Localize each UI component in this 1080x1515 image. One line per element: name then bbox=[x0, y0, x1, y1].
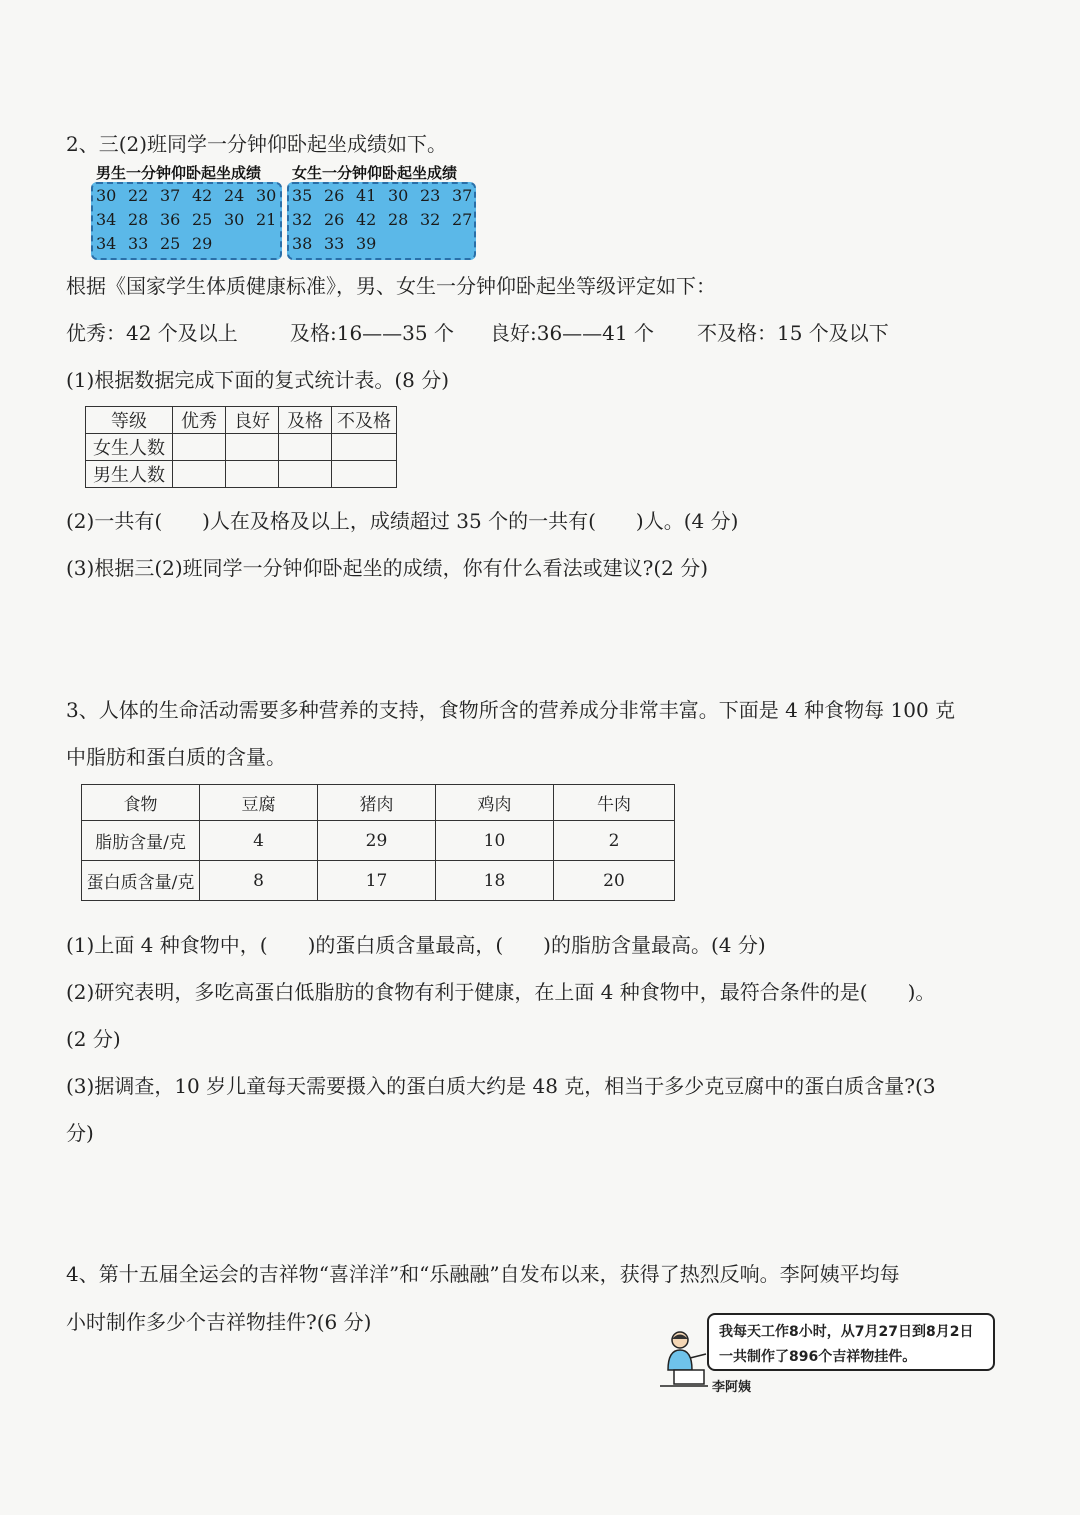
person-label: 李阿姨 bbox=[712, 1380, 752, 1395]
header-chicken: 鸡肉 bbox=[436, 785, 554, 821]
header-good: 良好 bbox=[226, 407, 279, 434]
score-value: 34 bbox=[96, 234, 117, 253]
table-cell: 17 bbox=[318, 861, 436, 901]
grade-good: 良好:36——41 个 bbox=[490, 321, 654, 345]
q2-sub3: (3)根据三(2)班同学一分钟仰卧起坐的成绩，你有什么看法或建议?(2 分) bbox=[66, 556, 709, 580]
table-cell: 8 bbox=[200, 861, 318, 901]
score-value: 32 bbox=[292, 210, 313, 229]
header-fail: 不及格 bbox=[332, 407, 397, 434]
q2-sub2: (2)一共有( )人在及格及以上，成绩超过 35 个的一共有( )人。(4 分) bbox=[66, 509, 739, 533]
table-row bbox=[86, 434, 397, 461]
header-pork: 猪肉 bbox=[318, 785, 436, 821]
header-food: 食物 bbox=[82, 785, 200, 821]
table-cell: 10 bbox=[436, 821, 554, 861]
score-value: 30 bbox=[256, 186, 277, 205]
answer-cell[interactable] bbox=[279, 434, 332, 461]
boys-panel-title: 男生一分钟仰卧起坐成绩 bbox=[96, 164, 262, 182]
q3-sub1: (1)上面 4 种食物中，( )的蛋白质含量最高，( )的脂肪含量最高。(4 分) bbox=[66, 933, 766, 957]
table-header-row bbox=[86, 407, 397, 434]
girls-scores-panel bbox=[287, 182, 476, 260]
answer-cell[interactable] bbox=[332, 461, 397, 488]
score-value: 28 bbox=[128, 210, 149, 229]
q3-sub2-line2: (2 分) bbox=[66, 1027, 121, 1051]
compound-stat-table bbox=[85, 406, 397, 488]
score-value: 42 bbox=[356, 210, 377, 229]
grade-fail: 不及格：15 个及以下 bbox=[697, 321, 889, 345]
answer-cell[interactable] bbox=[226, 461, 279, 488]
header-pass: 及格 bbox=[279, 407, 332, 434]
header-beef: 牛肉 bbox=[554, 785, 675, 821]
q2-title: 2、三(2)班同学一分钟仰卧起坐成绩如下。 bbox=[66, 132, 448, 156]
answer-cell[interactable] bbox=[332, 434, 397, 461]
table-cell: 2 bbox=[554, 821, 675, 861]
score-value: 22 bbox=[128, 186, 149, 205]
table-cell: 18 bbox=[436, 861, 554, 901]
q4-title-line1: 4、第十五届全运会的吉祥物“喜洋洋”和“乐融融”自发布以来，获得了热烈反响。李阿姨平均每 bbox=[66, 1262, 900, 1286]
score-value: 41 bbox=[356, 186, 377, 205]
answer-cell[interactable] bbox=[173, 461, 226, 488]
score-value: 38 bbox=[292, 234, 313, 253]
row-label-protein: 蛋白质含量/克 bbox=[82, 861, 200, 901]
speech-bubble bbox=[707, 1313, 995, 1371]
score-value: 36 bbox=[160, 210, 181, 229]
score-value: 28 bbox=[388, 210, 409, 229]
q3-title-line1: 3、人体的生命活动需要多种营养的支持，食物所含的营养成分非常丰富。下面是 4 种食物每 100 克 bbox=[66, 698, 956, 722]
score-value: 37 bbox=[452, 186, 473, 205]
row-label-boys: 男生人数 bbox=[86, 461, 173, 488]
bubble-line1: 我每天工作8小时，从7月27日到8月2日 bbox=[719, 1324, 974, 1340]
answer-cell[interactable] bbox=[226, 434, 279, 461]
q4-title-line2: 小时制作多少个吉祥物挂件?(6 分) bbox=[66, 1310, 372, 1334]
table-header-row bbox=[82, 785, 675, 821]
q3-title-line2: 中脂肪和蛋白质的含量。 bbox=[66, 745, 286, 769]
row-label-fat: 脂肪含量/克 bbox=[82, 821, 200, 861]
score-value: 35 bbox=[292, 186, 313, 205]
score-value: 29 bbox=[192, 234, 213, 253]
score-value: 26 bbox=[324, 210, 345, 229]
table-row bbox=[82, 861, 675, 901]
q3-sub3-line2: 分) bbox=[66, 1121, 94, 1145]
header-excellent: 优秀 bbox=[173, 407, 226, 434]
table-cell: 29 bbox=[318, 821, 436, 861]
table-row bbox=[82, 821, 675, 861]
q2-sub1: (1)根据数据完成下面的复式统计表。(8 分) bbox=[66, 368, 450, 392]
q3-sub2-line1: (2)研究表明，多吃高蛋白低脂肪的食物有利于健康，在上面 4 种食物中，最符合条件的是( )。 bbox=[66, 980, 936, 1004]
score-value: 23 bbox=[420, 186, 441, 205]
bubble-line2: 一共制作了896个吉祥物挂件。 bbox=[719, 1349, 917, 1365]
score-value: 32 bbox=[420, 210, 441, 229]
person-illustration bbox=[660, 1330, 710, 1390]
score-value: 33 bbox=[324, 234, 345, 253]
answer-cell[interactable] bbox=[173, 434, 226, 461]
q3-sub3-line1: (3)据调查，10 岁儿童每天需要摄入的蛋白质大约是 48 克，相当于多少克豆腐中的蛋白质含量?(3 bbox=[66, 1074, 936, 1098]
score-value: 26 bbox=[324, 186, 345, 205]
score-value: 30 bbox=[224, 210, 245, 229]
q2-standard: 根据《国家学生体质健康标准》，男、女生一分钟仰卧起坐等级评定如下： bbox=[66, 274, 716, 298]
score-value: 24 bbox=[224, 186, 245, 205]
girls-panel-title: 女生一分钟仰卧起坐成绩 bbox=[292, 164, 458, 182]
grade-pass: 及格:16——35 个 bbox=[290, 321, 454, 345]
score-value: 42 bbox=[192, 186, 213, 205]
score-value: 30 bbox=[388, 186, 409, 205]
score-value: 25 bbox=[160, 234, 181, 253]
score-value: 33 bbox=[128, 234, 149, 253]
nutrition-table bbox=[81, 784, 675, 901]
table-row bbox=[86, 461, 397, 488]
score-value: 25 bbox=[192, 210, 213, 229]
score-value: 34 bbox=[96, 210, 117, 229]
score-value: 30 bbox=[96, 186, 117, 205]
score-value: 37 bbox=[160, 186, 181, 205]
table-cell: 4 bbox=[200, 821, 318, 861]
header-tofu: 豆腐 bbox=[200, 785, 318, 821]
score-value: 39 bbox=[356, 234, 377, 253]
boys-scores-panel bbox=[91, 182, 282, 260]
header-grade: 等级 bbox=[86, 407, 173, 434]
score-value: 21 bbox=[256, 210, 277, 229]
table-cell: 20 bbox=[554, 861, 675, 901]
row-label-girls: 女生人数 bbox=[86, 434, 173, 461]
answer-cell[interactable] bbox=[279, 461, 332, 488]
grade-excellent: 优秀：42 个及以上 bbox=[66, 321, 238, 345]
score-value: 27 bbox=[452, 210, 473, 229]
